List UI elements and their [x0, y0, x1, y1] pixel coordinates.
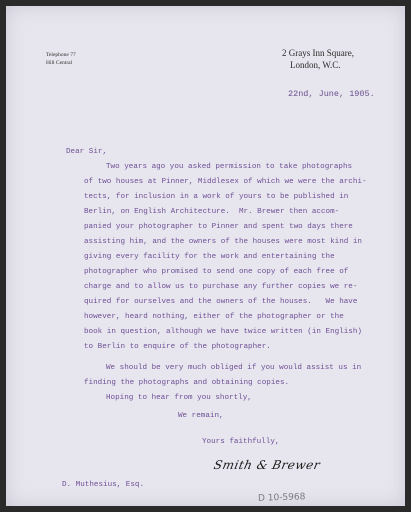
body-line: giving every facility for the work and entertaining the: [84, 253, 335, 261]
body-line: photographer who promised to send one copy of each free of: [84, 268, 349, 276]
closing-remain: We remain,: [178, 412, 224, 420]
recipient: D. Muthesius, Esq.: [62, 481, 145, 489]
letterhead-address: [282, 47, 392, 71]
letterhead-telephone: [46, 51, 76, 67]
letter-page: [6, 6, 405, 506]
telephone-exchange: Hill Central: [46, 60, 73, 66]
body-line: to Berlin to enquire of the photographer.: [84, 343, 271, 351]
archive-number: D 10-5968: [257, 492, 306, 504]
body-line: tects, for inclusion in a work of yours to be published in: [84, 193, 349, 201]
address-line-2: London, W.C.: [290, 60, 341, 70]
body-line: assisting him, and the owners of the houses were most kind in: [84, 238, 362, 246]
telephone-number: Telephone 77: [46, 52, 76, 58]
body-line: of two houses at Pinner, Middlesex of which we were the archi-: [84, 178, 367, 186]
body-line: Hoping to hear from you shortly,: [106, 394, 252, 402]
salutation: Dear Sir,: [66, 148, 108, 156]
body-line: Two years ago you asked permission to take photographs: [106, 163, 353, 171]
body-line: We should be very much obliged if you would assist us in: [106, 364, 362, 372]
body-line: panied your photographer to Pinner and spent two days there: [84, 223, 353, 231]
body-line: book in question, although we have twice written (in English): [84, 328, 362, 336]
signature: Smith & Brewer: [212, 458, 322, 472]
body-line: however, heard nothing, either of the photographer or the: [84, 313, 344, 321]
letter-date: 22nd, June, 1905.: [288, 89, 375, 99]
address-line-1: 2 Grays Inn Square,: [282, 48, 354, 58]
body-line: quired for ourselves and the owners of the houses. We have: [84, 298, 358, 306]
closing: Yours faithfully,: [202, 438, 280, 446]
body-line: Berlin, on English Architecture. Mr. Brewer then accom-: [84, 208, 340, 216]
body-line: finding the photographs and obtaining copies.: [84, 379, 290, 387]
body-line: charge and to allow us to purchase any further copies we re-: [84, 283, 358, 291]
